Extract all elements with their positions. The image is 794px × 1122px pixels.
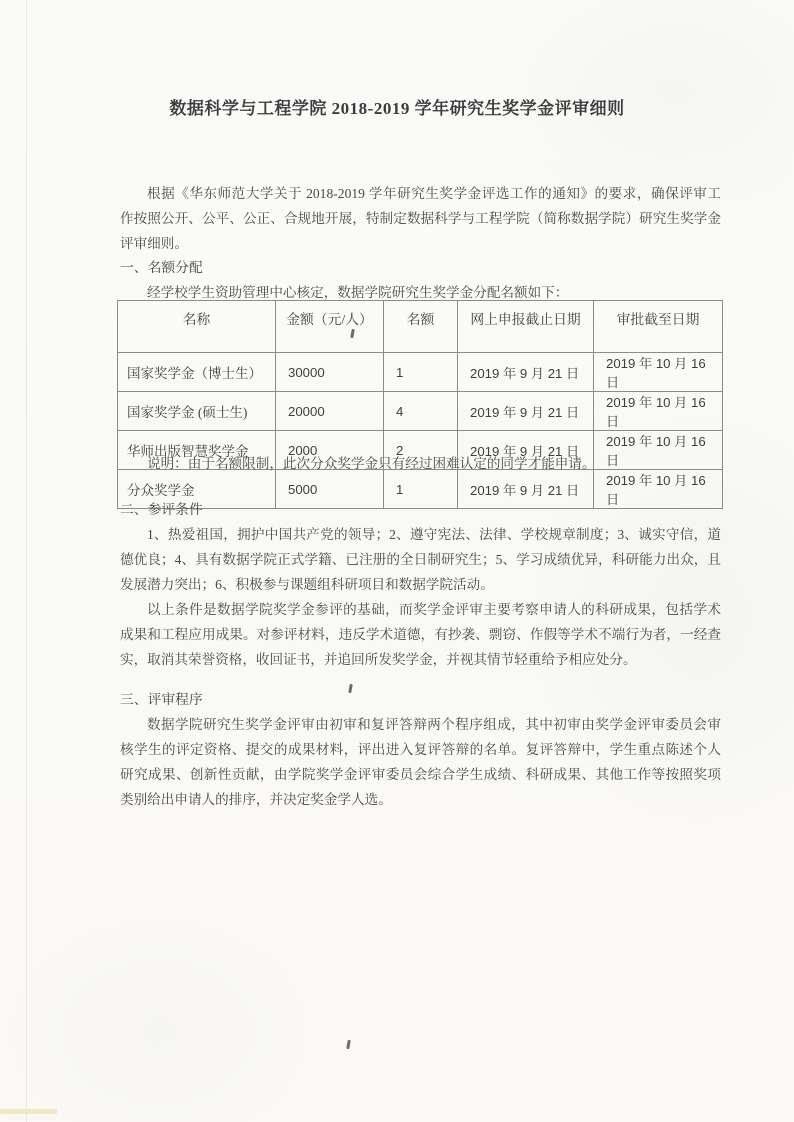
table-header-cell: 审批截至日期 xyxy=(594,301,723,353)
paragraph-line: 研究成果、创新性贡献，由学院奖学金评审委员会综合学生成绩、科研成果、其他工作等按照奖项 xyxy=(120,767,721,782)
paragraph-line: 经学校学生资助管理中心核定，数据学院研究生奖学金分配名额如下： xyxy=(147,285,569,300)
intro-paragraph xyxy=(120,181,721,256)
table-cell: 2019 年 9 月 21 日 xyxy=(458,392,594,431)
table-cell: 国家奖学金（博士生） xyxy=(118,353,276,392)
heading-text: 一、名额分配 xyxy=(120,260,203,275)
paper-edge-line xyxy=(26,0,27,1122)
table-cell: 分众奖学金 xyxy=(118,470,276,509)
table-header-row xyxy=(118,301,723,353)
paragraph-line: 发展潜力突出；6、积极参与课题组科研项目和数据学院活动。 xyxy=(120,577,494,592)
ink-mark xyxy=(346,1040,351,1049)
document-title: 数据科学与工程学院 2018-2019 学年研究生奖学金评审细则 xyxy=(169,99,625,118)
table-header-cell: 名称 xyxy=(118,301,276,353)
table-cell: 5000 xyxy=(276,470,384,509)
table-cell: 4 xyxy=(384,392,458,431)
paragraph-line: 以上条件是数据学院奖学金参评的基础，而奖学金评审主要考察申请人的科研成果，包括学术 xyxy=(147,602,721,617)
paragraph-line: 数据学院研究生奖学金评审由初审和复评答辩两个程序组成，其中初审由奖学金评审委员会审 xyxy=(147,717,721,732)
table-header-cell: 金额（元/人） xyxy=(276,301,384,353)
table-header-cell: 网上申报截止日期 xyxy=(458,301,594,353)
section2-heading xyxy=(120,497,721,522)
section2-paragraph-2 xyxy=(120,597,721,672)
paragraph-line: 作按照公开、公平、公正、合规地开展，特制定数据科学与工程学院（简称数据学院）研究生奖学金 xyxy=(120,211,721,226)
table-cell: 1 xyxy=(384,353,458,392)
table-header-cell: 名额 xyxy=(384,301,458,353)
table-cell: 1 xyxy=(384,470,458,509)
section1-heading xyxy=(120,255,721,280)
section3-paragraph xyxy=(120,712,721,812)
section3-heading xyxy=(120,687,721,712)
table-cell: 华师出版智慧奖学金 xyxy=(118,431,276,470)
paragraph-line: 1、热爱祖国，拥护中国共产党的领导；2、遵守宪法、法律、学校规章制度；3、诚实守信，道 xyxy=(147,527,721,542)
paragraph-line: 德优良；4、具有数据学院正式学籍、已注册的全日制研究生；5、学习成绩优异，科研能力出众，且 xyxy=(120,552,721,567)
table-cell: 2019 年 9 月 21 日 xyxy=(458,431,594,470)
paragraph-line: 成果和工程应用成果。对参评材料，违反学术道德，有抄袭、剽窃、作假等学术不端行为者，一经查 xyxy=(120,627,721,642)
table-cell: 2019 年 9 月 21 日 xyxy=(458,353,594,392)
paragraph-line: 核学生的评定资格、提交的成果材料，评出进入复评答辩的名单。复评答辩中，学生重点陈述个人 xyxy=(120,742,721,757)
table-cell: 20000 xyxy=(276,392,384,431)
table-note xyxy=(120,451,721,476)
heading-text: 二、参评条件 xyxy=(120,502,203,517)
section2-paragraph-1 xyxy=(120,522,721,597)
table-cell: 2 xyxy=(384,431,458,470)
table-cell: 30000 xyxy=(276,353,384,392)
heading-text: 三、评审程序 xyxy=(120,692,203,707)
paragraph-line: 实，取消其荣誉资格，收回证书，并追回所发奖学金，并视其情节轻重给予相应处分。 xyxy=(120,652,637,667)
scholarship-allocation-table xyxy=(117,300,723,509)
table-cell: 2000 xyxy=(276,431,384,470)
table-cell: 2019 年 10 月 16 日 xyxy=(594,353,723,392)
paragraph-line: 类别给出申请人的排序，并决定奖金学人选。 xyxy=(120,792,392,807)
scan-streak xyxy=(0,1109,57,1114)
table-cell: 2019 年 10 月 16 日 xyxy=(594,392,723,431)
table-cell: 2019 年 10 月 16 日 xyxy=(594,470,723,509)
table-row xyxy=(118,353,723,392)
paragraph-line: 说明：由于名额限制，此次分众奖学金只有经过困难认定的同学才能申请。 xyxy=(147,456,596,471)
table-cell: 2019 年 10 月 16 日 xyxy=(594,431,723,470)
table-cell: 国家奖学金 (硕士生) xyxy=(118,392,276,431)
table-cell: 2019 年 9 月 21 日 xyxy=(458,470,594,509)
table-row xyxy=(118,392,723,431)
paragraph-line: 根据《华东师范大学关于 2018-2019 学年研究生奖学金评选工作的通知》的要求，确保评审工 xyxy=(147,186,721,201)
paragraph-line: 评审细则。 xyxy=(120,236,188,251)
